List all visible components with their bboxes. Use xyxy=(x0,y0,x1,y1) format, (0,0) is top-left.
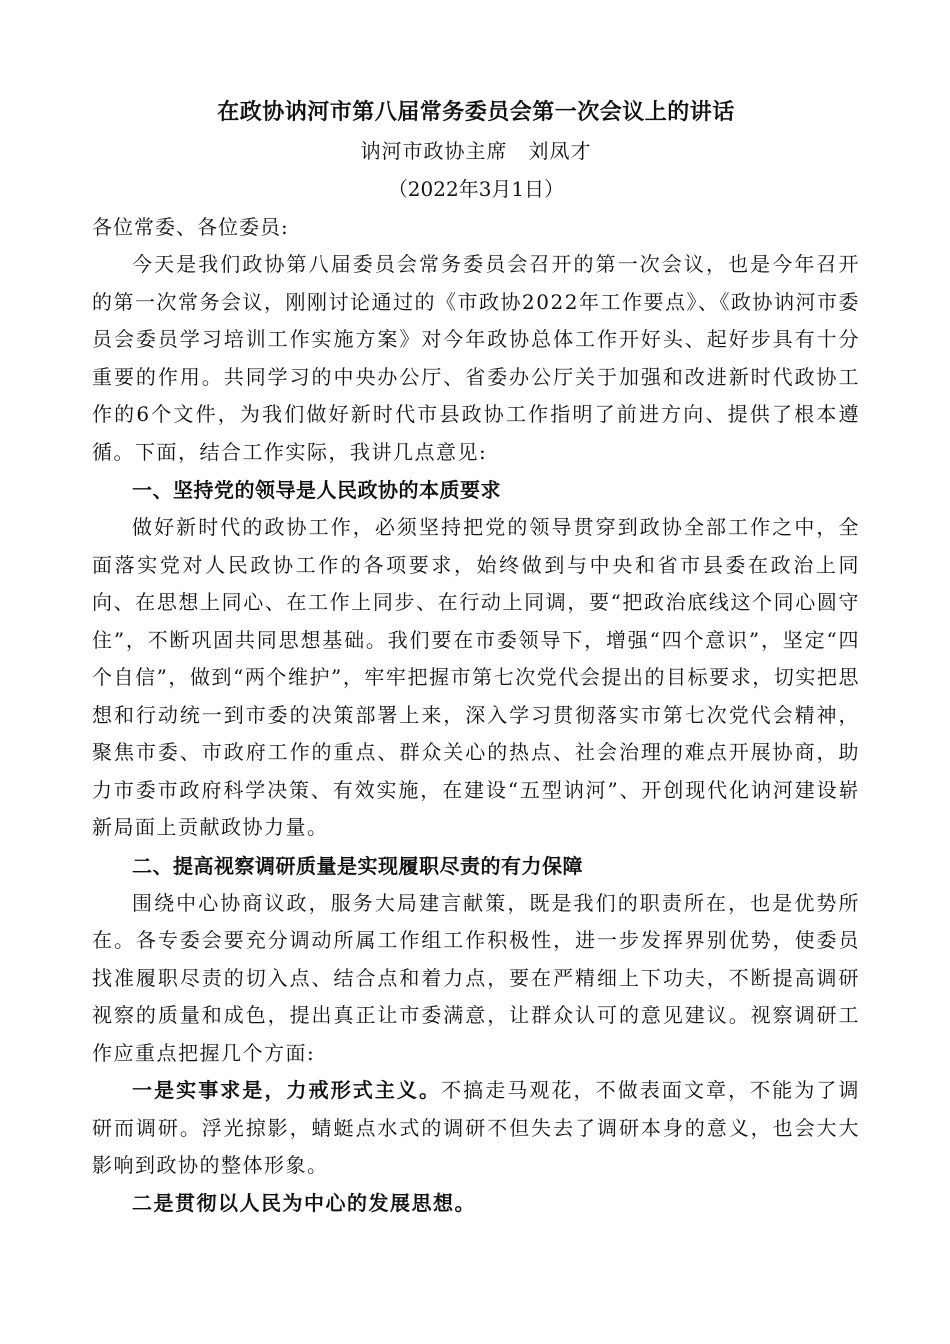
point-1-text: 不搞走马观花，不做表面文章，不能为了调研而调研。浮光掠影，蜻蜓点水式的调研不但失去了调研本身的意义，也会大大影响到政协的整体形象。 xyxy=(92,1078,860,1177)
document-page xyxy=(92,92,860,1222)
point-2-lead: 二是贯彻以人民为中心的发展思想。 xyxy=(132,1190,476,1215)
speech-date: （2022年3月1日） xyxy=(387,177,565,201)
section-2-paragraph: 围绕中心协商议政，服务大局建言献策，既是我们的职责所在，也是优势所在。各专委会要充分调动所属工作组工作积极性，进一步发挥界别优势，使委员找准履职尽责的切入点、结合点和着力点，要在严精细上下功夫，不断提高调研视察的质量和成色，提出真正让市委满意，让群众认可的意见建议。视察调研工作应重点把握几个方面: xyxy=(92,890,860,1065)
intro-paragraph: 今天是我们政协第八届委员会常务委员会召开的第一次会议，也是今年召开的第一次常务会议，刚刚讨论通过的《市政协2022年工作要点》、《政协讷河市委员会委员学习培训工作实施方案》对今年政协总体工作开好头、起好步具有十分重要的作用。共同学习的中央办公厅、省委办公厅关于加强和改进新时代政协工作的6个文件，为我们做好新时代市县政协工作指明了前进方向、提供了根本遵循。下面，结合工作实际，我讲几点意见: xyxy=(92,252,860,464)
section-1-paragraph: 做好新时代的政协工作，必须坚持把党的领导贯穿到政协全部工作之中，全面落实党对人民政协工作的各项要求，始终做到与中央和省市县委在政治上同向、在思想上同心、在工作上同步、在行动上同调，要“把政治底线这个同心圆守住”，不断巩固共同思想基础。我们要在市委领导下，增强“四个意识”，坚定“四个自信”，做到“两个维护”，牢牢把握市第七次党代会提出的目标要求，切实把思想和行动统一到市委的决策部署上来，深入学习贯彻落实市第七次党代会精神，聚焦市委、市政府工作的重点、群众关心的热点、社会治理的难点开展协商，助力市委市政府科学决策、有效实施，在建设“五型讷河”、开创现代化讷河建设崭新局面上贡献政协力量。 xyxy=(92,515,860,839)
point-1-lead: 一是实事求是，力戒形式主义。 xyxy=(132,1078,442,1102)
document-title: 在政协讷河市第八届常务委员会第一次会议上的讲话 xyxy=(217,99,735,125)
speaker-line: 讷河市政协主席 刘凤才 xyxy=(360,139,592,163)
section-2-heading: 二、提高视察调研质量是实现履职尽责的有力保障 xyxy=(132,853,583,878)
point-1-paragraph xyxy=(92,1072,860,1185)
salutation: 各位常委、各位委员: xyxy=(92,215,289,239)
section-1-heading: 一、坚持党的领导是人民政协的本质要求 xyxy=(132,478,501,502)
point-2-paragraph xyxy=(92,1185,860,1223)
